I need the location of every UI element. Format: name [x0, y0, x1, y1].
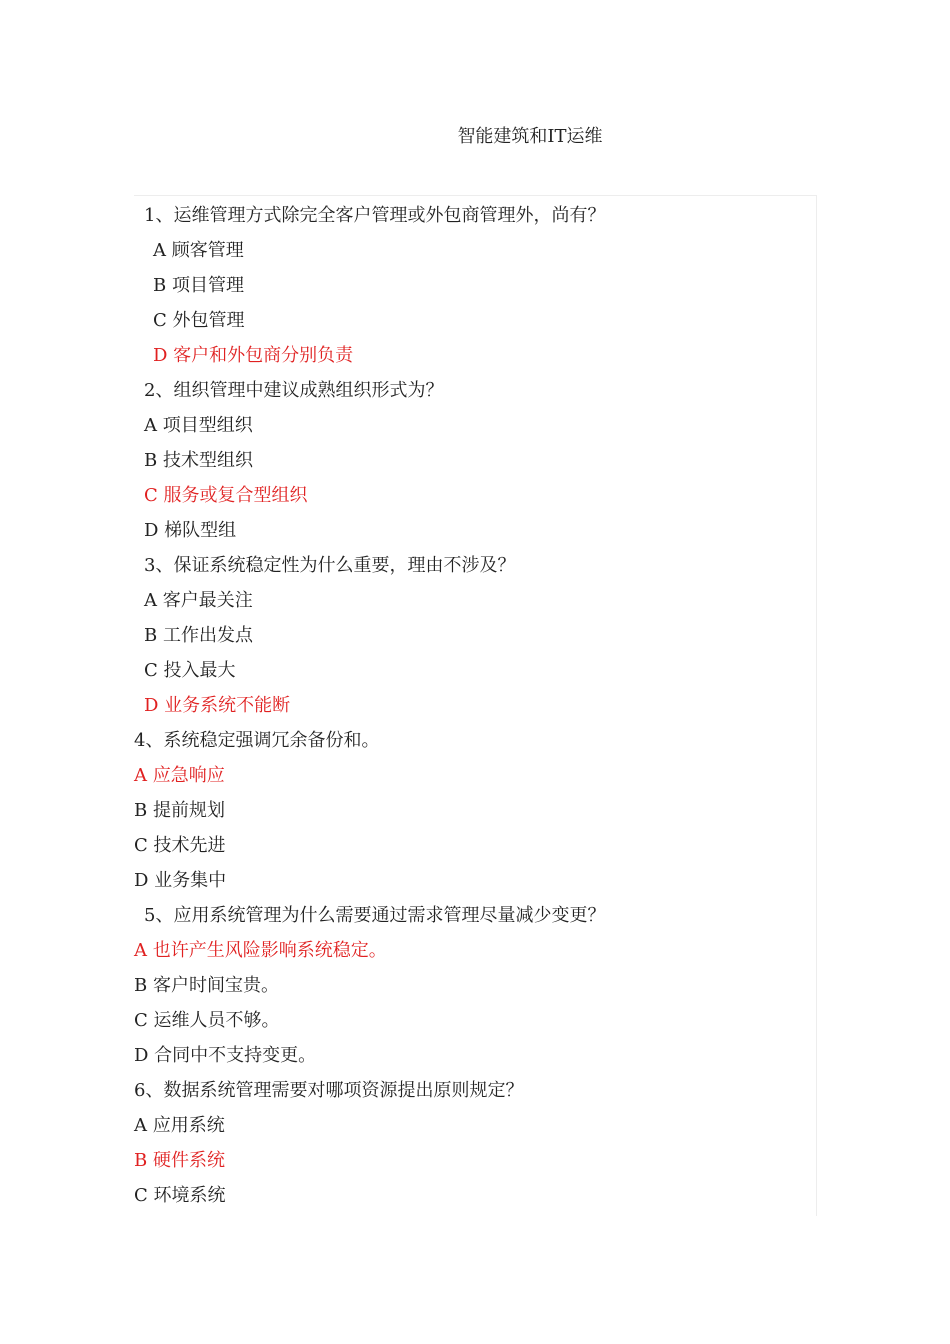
q2-option-c-answer: C 服务或复合型组织	[144, 485, 308, 506]
q3-option-a: A 客户最关注	[144, 590, 253, 611]
question-6: 6、数据系统管理需要对哪项资源提出原则规定？	[134, 1080, 524, 1101]
q4-option-c: C 技术先进	[134, 835, 226, 856]
q1-option-a: A 顾客管理	[153, 240, 244, 261]
question-5: 5、应用系统管理为什么需要通过需求管理尽量减少变更？	[144, 905, 606, 926]
question-1: 1、运维管理方式除完全客户管理或外包商管理外，尚有？	[144, 205, 606, 226]
q5-option-d: D 合同中不支持变更。	[134, 1045, 317, 1066]
q5-option-a-answer: A 也许产生风险影响系统稳定。	[134, 940, 387, 961]
question-2: 2、组织管理中建议成熟组织形式为？	[144, 380, 444, 401]
q1-option-c: C 外包管理	[153, 310, 245, 331]
q6-option-c: C 环境系统	[134, 1185, 226, 1206]
question-3: 3、保证系统稳定性为什么重要，理由不涉及？	[144, 555, 516, 576]
q4-option-d: D 业务集中	[134, 870, 227, 891]
q2-option-b: B 技术型组织	[144, 450, 253, 471]
q6-option-b-answer: B 硬件系统	[134, 1150, 225, 1171]
q1-option-b: B 项目管理	[153, 275, 244, 296]
q3-option-b: B 工作出发点	[144, 625, 253, 646]
question-4: 4、系统稳定强调冗余备份和。	[134, 730, 380, 751]
q4-option-a-answer: A 应急响应	[134, 765, 225, 786]
q2-option-a: A 项目型组织	[144, 415, 253, 436]
q6-option-a: A 应用系统	[134, 1115, 225, 1136]
q1-option-d-answer: D 客户和外包商分别负责	[153, 345, 354, 366]
q4-option-b: B 提前规划	[134, 800, 225, 821]
q2-option-d: D 梯队型组	[144, 520, 237, 541]
document-title: 智能建筑和IT运维	[457, 126, 603, 147]
q3-option-d-answer: D 业务系统不能断	[144, 695, 291, 716]
q5-option-c: C 运维人员不够。	[134, 1010, 280, 1031]
q3-option-c: C 投入最大	[144, 660, 236, 681]
q5-option-b: B 客户时间宝贵。	[134, 975, 279, 996]
